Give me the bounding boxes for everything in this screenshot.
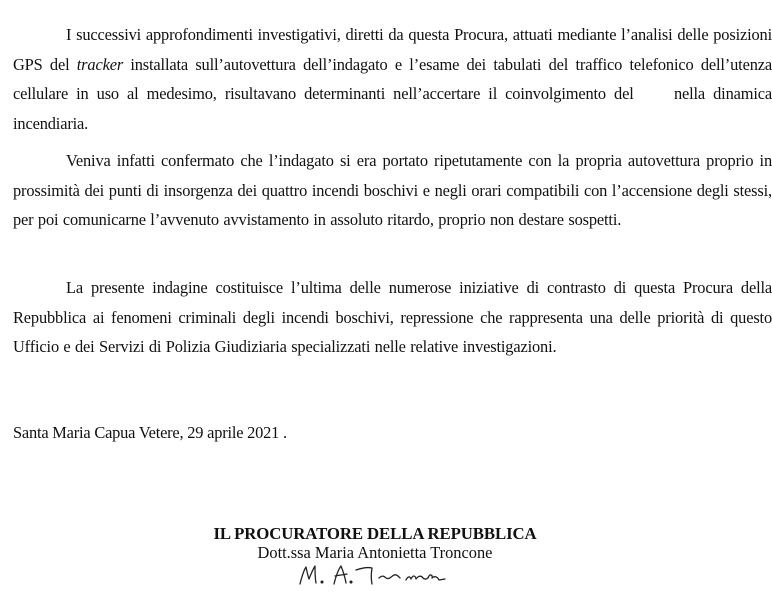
signature-dot	[350, 581, 352, 583]
paragraph-confirmation	[13, 146, 772, 235]
signature-block	[150, 524, 600, 562]
signatory-title: IL PROCURATORE DELLA REPUBBLICA	[213, 524, 537, 543]
paragraph-text: Veniva infatti confermato che l’indagato si era portato ripetutamente con la propria autovettura proprio in prossimità dei punti di insorgenza dei quattro incendi boschivi e negli orari compatibili con l’accensione degli stessi, per poi comunicarne l’avvenuto avvistamento in assoluto ritardo, proprio non destare sospetti.	[13, 151, 772, 230]
signature-dot	[321, 581, 323, 583]
signature-stroke-a	[334, 566, 347, 584]
paragraph-conclusion	[13, 273, 772, 362]
italic-term: tracker	[76, 54, 124, 74]
signature-stroke-rest	[379, 575, 445, 580]
paragraph-text-cont: installata sull’autovettura dell’indagato e l’esame dei tabulati del traffico telefonico dell’utenza cellulare in uso al medesimo, risultavano determinanti nell’accertare il coinvolgimento del nella dinamica incendiaria.	[13, 54, 772, 133]
signatory-name: Dott.ssa Maria Antonietta Troncone	[257, 543, 493, 562]
paragraph-text: I successivi approfondimenti investigativi, diretti da questa Procura, attuati mediante l’analisi delle posizioni GPS del	[13, 25, 772, 74]
paragraph-text: La presente indagine costituisce l’ultima delle numerose iniziative di contrasto di questa Procura della Repubblica ai fenomeni criminali degli incendi boschivi, repressione che rappresenta una delle priorità di questo Ufficio e dei Servizi di Polizia Giudiziaria specializzati nelle relative investigazioni.	[13, 278, 772, 357]
paragraph-investigation	[13, 20, 772, 138]
place-and-date: Santa Maria Capua Vetere, 29 aprile 2021 .	[13, 423, 287, 442]
signature-stroke-t	[356, 568, 372, 584]
handwritten-signature	[296, 562, 456, 588]
signature-stroke-m	[300, 566, 316, 584]
